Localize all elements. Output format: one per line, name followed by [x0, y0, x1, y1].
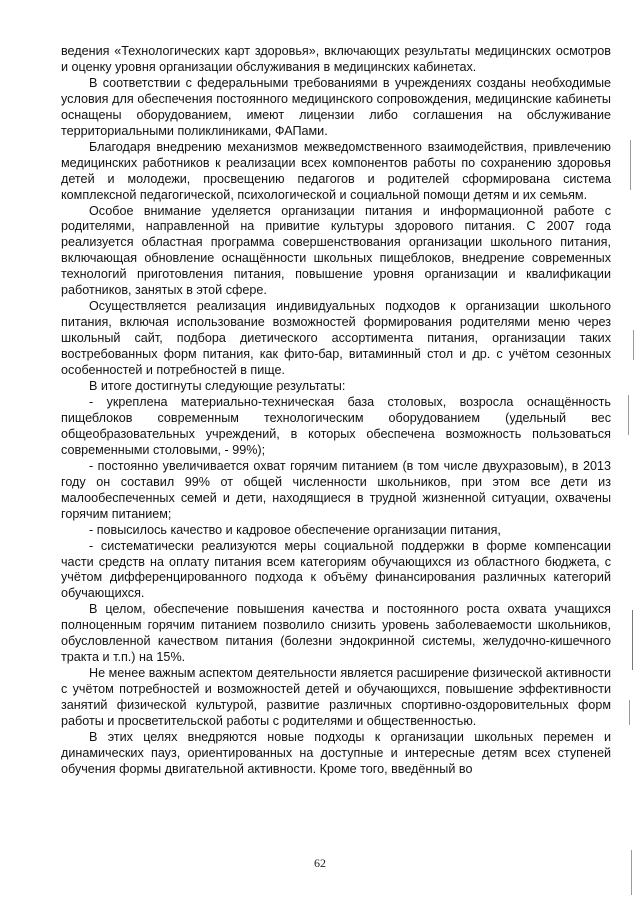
paragraph-13: В этих целях внедряются новые подходы к организации школьных перемен и динамических пауз, ориентированных на доступные и интересные детям всех ступеней обучения формы двигательной активности. Кроме того, введённый во	[61, 729, 611, 776]
paragraph-7: - укреплена материально-техническая база столовых, возросла оснащённость пищеблоков современным технологическим оборудованием (удельный вес общеобразовательных учреждений, в которых обеспечена возможность пользоваться современными столовыми, - 99%);	[61, 394, 611, 457]
paragraph-10: - систематически реализуются меры социальной поддержки в форме компенсации части средств на оплату питания всем категориям обучающихся из областного бюджета, с учётом дифференцированного подхода к объёму финансирования различных категорий обучающихся.	[61, 538, 611, 601]
paragraph-11: В целом, обеспечение повышения качества и постоянного роста охвата учащихся полноценным горячим питанием позволило снизить уровень заболеваемости школьников, обусловленной качеством питания (болезни эндокринной системы, желудочно-кишечного тракта и т.п.) на 15%.	[61, 602, 611, 665]
paragraph-6: В итоге достигнуты следующие результаты:	[89, 379, 346, 394]
paragraph-12: Не менее важным аспектом деятельности является расширение физической активности с учётом потребностей и возможностей детей и обучающихся, повышение эффективности занятий физической культурой, развитие различных спортивно-оздоровительных форм работы и просветительской работы с родителями и общественностью.	[61, 666, 611, 729]
scan-edge-marks	[624, 0, 638, 905]
paragraph-1: ведения «Технологических карт здоровья», включающих результаты медицинских осмотров и оценку уровня организации обслуживания в медицинских кабинетах.	[61, 44, 611, 74]
paragraph-3: Благодаря внедрению механизмов межведомственного взаимодействия, привлечению медицинских работников к реализации всех компонентов работы по сохранению здоровья детей и молодежи, просвещению педагогов и родителей сформирована система комплексной педагогической, психологической и социальной помощи детям и их семьям.	[61, 139, 611, 202]
page-number: 62	[314, 856, 326, 870]
paragraph-2: В соответствии с федеральными требованиями в учреждениях созданы необходимые условия для обеспечения постоянного медицинского сопровождения, медицинские кабинеты оснащены оборудованием, имеют лицензии либо соглашения на обслуживание территориальными поликлиниками, ФАПами.	[61, 75, 611, 138]
paragraph-4: Особое внимание уделяется организации питания и информационной работе с родителями, направленной на привитие культуры здорового питания. С 2007 года реализуется областная программа совершенствования организации школьного питания, включающая обновление оснащённости школьных пищеблоков, внедрение современных технологий приготовления питания, повышение уровня организации и квалификации работников, занятых в этой сфере.	[61, 203, 611, 298]
paragraph-8: - постоянно увеличивается охват горячим питанием (в том числе двухразовым), в 2013 году он составил 99% от общей численности школьников, при этом все дети из малообеспеченных семей и дети, находящиеся в трудной жизненной ситуации, охвачены горячим питанием;	[61, 458, 611, 521]
body-text	[61, 44, 611, 778]
paragraph-5: Осуществляется реализация индивидуальных подходов к организации школьного питания, включая использование возможностей формирования родителями меню через школьный сайт, подбора диетического ассортимента питания, организации таких востребованных форм питания, как фито-бар, витаминный стол и др. с учётом сезонных особенностей и потребностей в пище.	[61, 299, 611, 378]
paragraph-9: - повысилось качество и кадровое обеспечение организации питания,	[89, 522, 501, 537]
